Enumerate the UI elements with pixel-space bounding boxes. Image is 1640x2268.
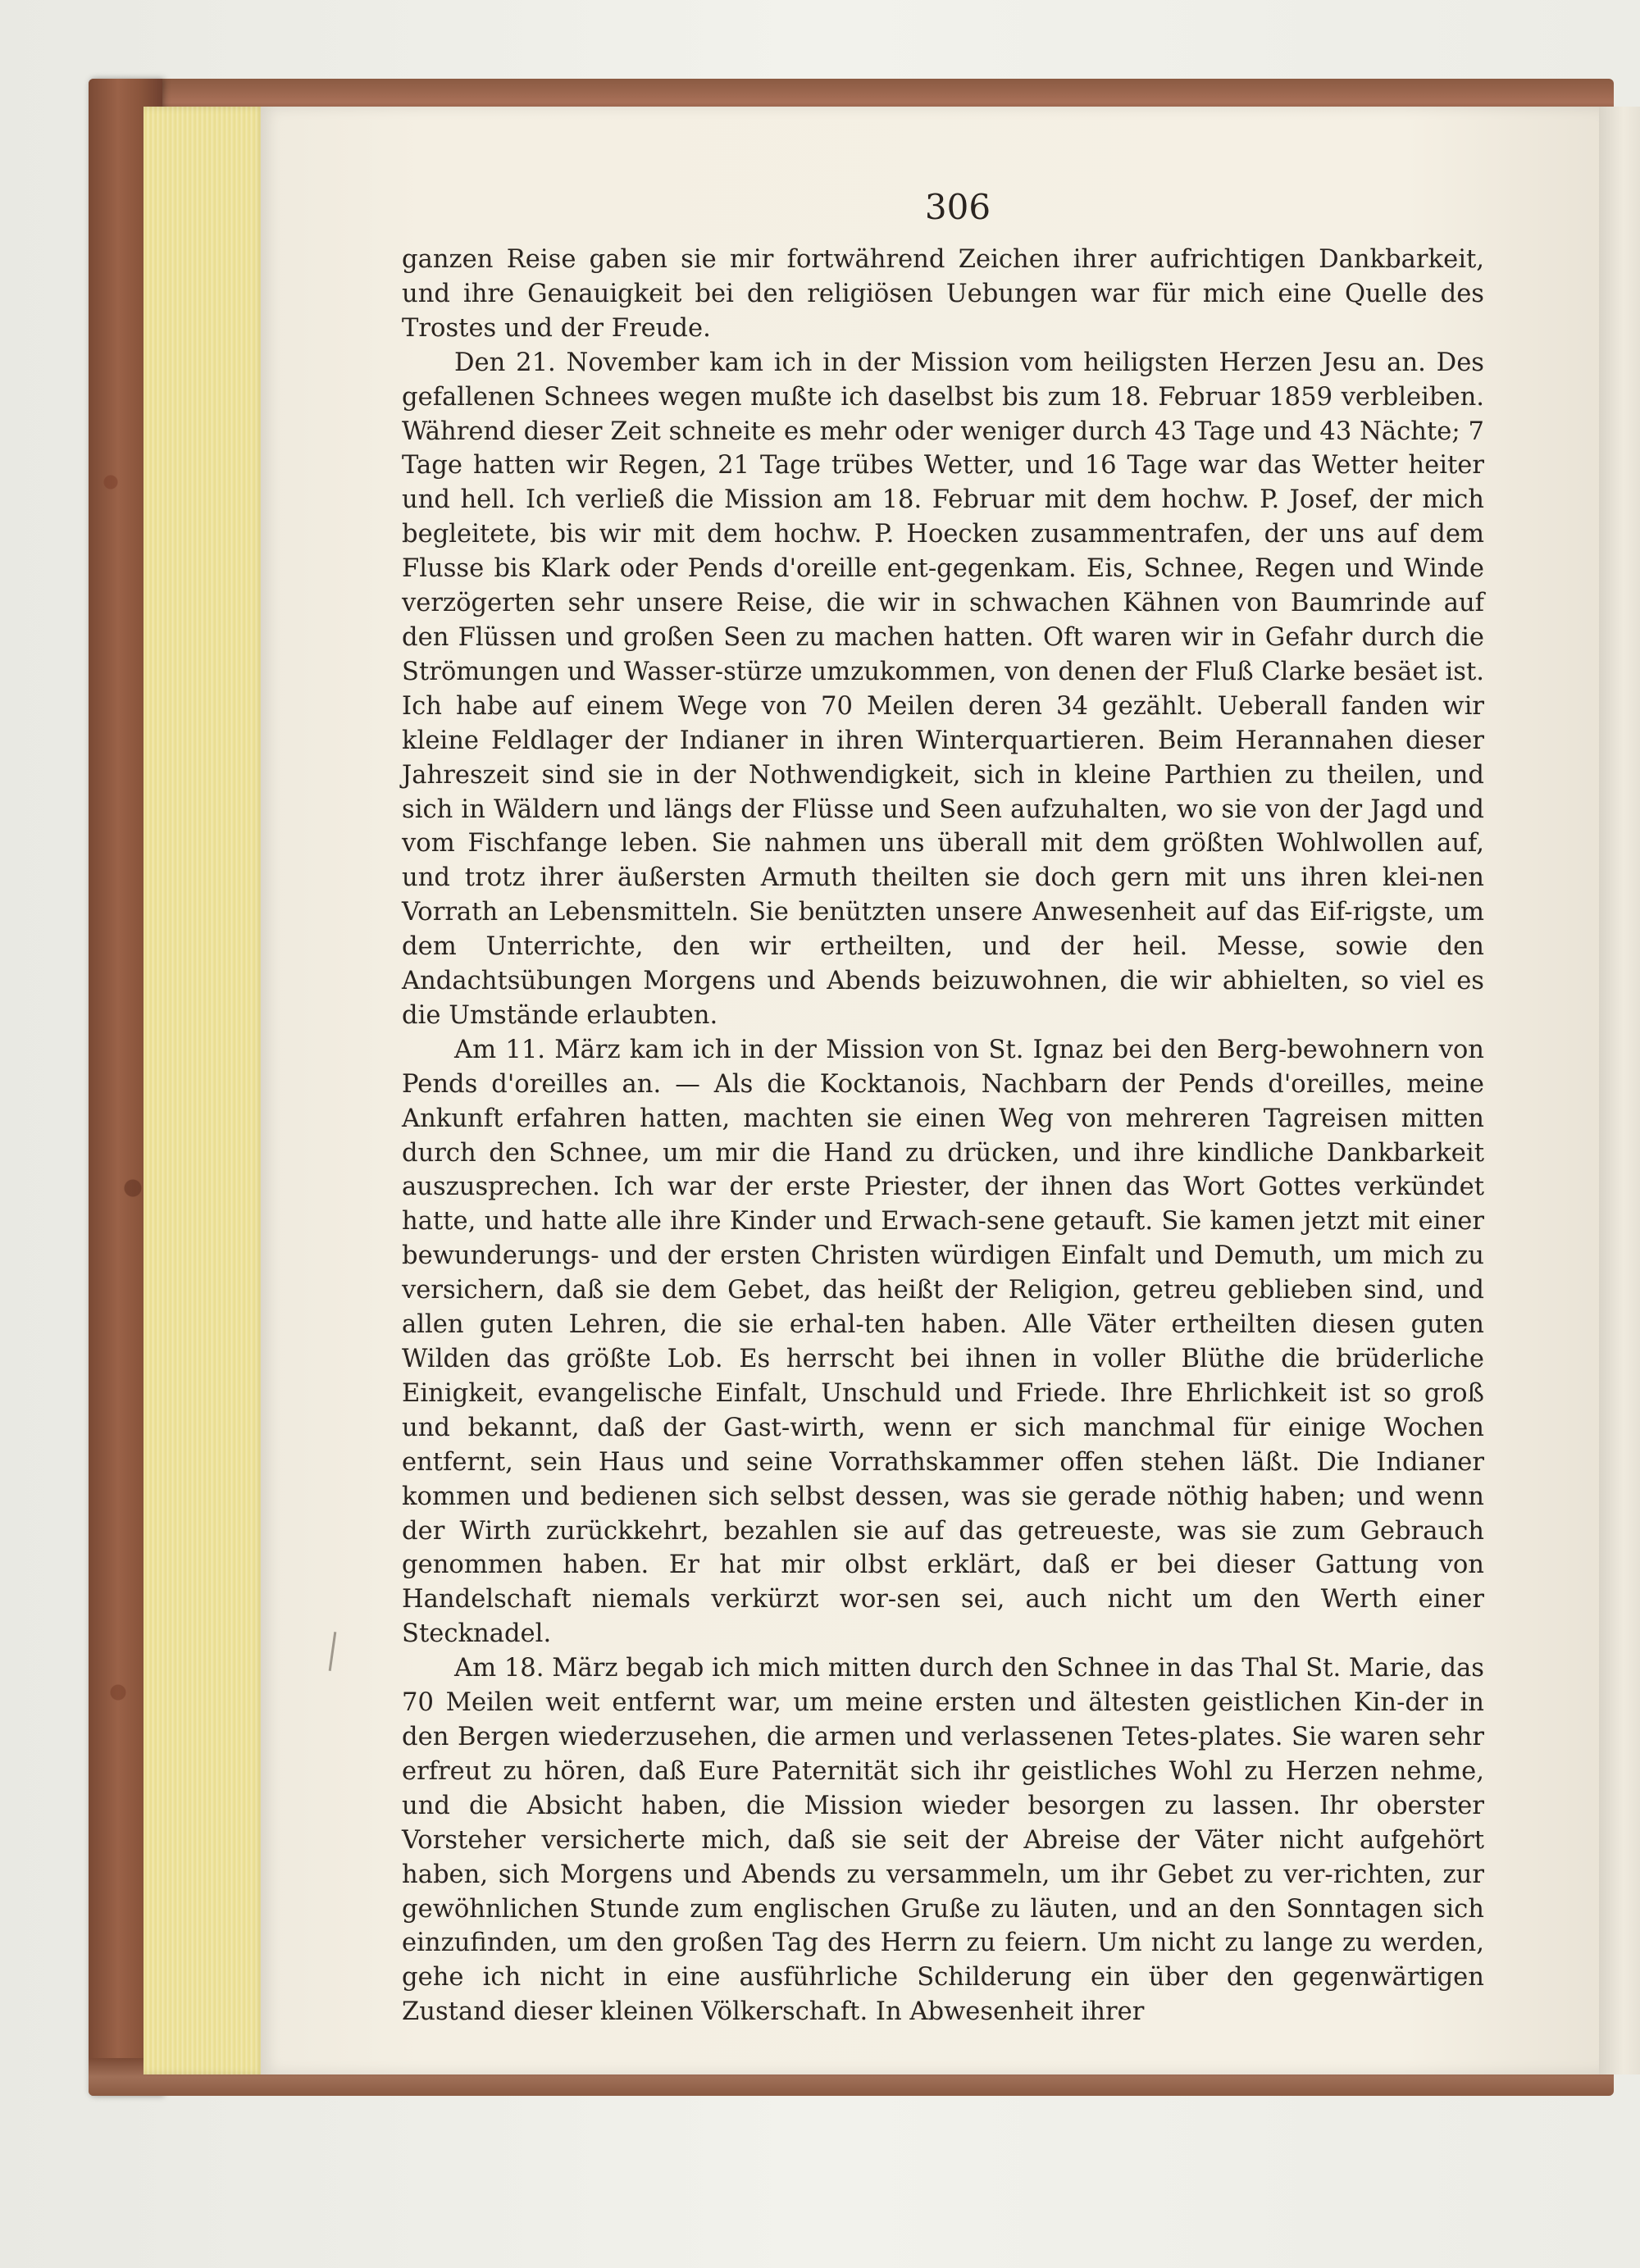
paragraph: ganzen Reise gaben sie mir fortwährend Zeichen ihrer aufrichtigen Dankbarkeit, und ihre Genauigkeit bei den religiösen Uebungen war für mich eine Quelle des Trostes und der Freude. xyxy=(402,245,1484,343)
paragraph: Am 11. März kam ich in der Mission von St. Ignaz bei den Berg-bewohnern von Pends d'oreilles an. — Als die Kocktanois, Nachbarn der Pends d'oreilles, meine Ankunft erfahren hatten, machten sie einen Weg von mehreren Tagreisen mitten durch den Schnee, um mir die Hand zu drücken, und ihre kindliche Dankbarkeit auszusprechen. Ich war der erste Priester, der ihnen das Wort Gottes verkündet hatte, und hatte alle ihre Kinder und Erwach-sene getauft. Sie kamen jetzt mit einer bewunderungs- und der ersten Christen würdigen Einfalt und Demuth, um mich zu versichern, daß sie dem Gebet, das heißt der Religion, getreu geblieben sind, und allen guten Lehren, die sie erhal-ten haben. Alle Väter ertheilten diesen guten Wilden das größte Lob. Es herrscht bei ihnen in voller Blüthe die brüderliche Einigkeit, evangelische Einfalt, Unschuld und Friede. Ihre Ehrlichkeit ist so groß und bekannt, daß der Gast-wirth, wenn er sich manchmal für einige Wochen entfernt, sein Haus und seine Vorrathskammer offen stehen läßt. Die Indianer kommen und bedienen sich selbst dessen, was sie gerade nöthig haben; und wenn der Wirth zurückkehrt, bezahlen sie auf das getreueste, was sie zum Gebrauch genommen haben. Er hat mir olbst erklärt, daß er bei dieser Gattung von Handelschaft niemals verkürzt wor-sen sei, auch nicht um den Werth einer Stecknadel. xyxy=(402,1035,1484,1649)
page-gutter xyxy=(1599,107,1640,2074)
page-edges xyxy=(144,107,266,2074)
page-number: 306 xyxy=(924,187,991,227)
paragraph: Am 18. März begab ich mich mitten durch den Schnee in das Thal St. Marie, das 70 Meilen weit entfernt war, um meine ersten und ältesten geistlichen Kin-der in den Bergen wiederzusehen, die armen und verlassenen Tetes-plates. Sie waren sehr erfreut zu hören, daß Eure Paternität sich ihr geistliches Wohl zu Herzen nehme, und die Absicht haben, die Mission wieder besorgen zu lassen. Ihr oberster Vorsteher versicherte mich, daß sie seit der Abreise der Väter nicht aufgehört haben, sich Morgens und Abends zu versammeln, um ihr Gebet zu ver-richten, zur gewöhnlichen Stunde zum englischen Gruße zu läuten, und an den Sonntagen sich einzufinden, um den großen Tag des Herrn zu feiern. Um nicht zu lange zu werden, gehe ich nicht in eine ausführliche Schilderung ein über den gegenwärtigen Zustand dieser kleinen Völkerschaft. In Abwesenheit ihrer xyxy=(402,1654,1484,2027)
page-text xyxy=(402,243,1484,2029)
paragraph: Den 21. November kam ich in der Mission vom heiligsten Herzen Jesu an. Des gefallenen Schnees wegen mußte ich daselbst bis zum 18. Februar 1859 verbleiben. Während dieser Zeit schneite es mehr oder weniger durch 43 Tage und 43 Nächte; 7 Tage hatten wir Regen, 21 Tage trübes Wetter, und 16 Tage war das Wetter heiter und hell. Ich verließ die Mission am 18. Februar mit dem hochw. P. Josef, der mich begleitete, bis wir mit dem hochw. P. Hoecken zusammentrafen, der uns auf dem Flusse bis Klark oder Pends d'oreille ent-gegenkam. Eis, Schnee, Regen und Winde verzögerten sehr unsere Reise, die wir in schwachen Kähnen von Baumrinde auf den Flüssen und großen Seen zu machen hatten. Oft waren wir in Gefahr durch die Strömungen und Wasser-stürze umzukommen, von denen der Fluß Clarke besäet ist. Ich habe auf einem Wege von 70 Meilen deren 34 gezählt. Ueberall fanden wir kleine Feldlager der Indianer in ihren Winterquartieren. Beim Herannahen dieser Jahreszeit sind sie in der Nothwendigkeit, sich in kleine Parthien zu theilen, und sich in Wäldern und längs der Flüsse und Seen aufzuhalten, wo sie von der Jagd und vom Fischfange leben. Sie nahmen uns überall mit dem größten Wohlwollen auf, und trotz ihrer äußersten Armuth theilten sie doch gern mit uns ihren klei-nen Vorrath an Lebensmitteln. Sie benützten unsere Anwesenheit auf das Eif-rigste, um dem Unterrichte, den wir ertheilten, und der heil. Messe, sowie den Andachtsübungen Morgens und Abends beizuwohnen, die wir abhielten, so viel es die Umstände erlaubten. xyxy=(402,348,1484,1030)
